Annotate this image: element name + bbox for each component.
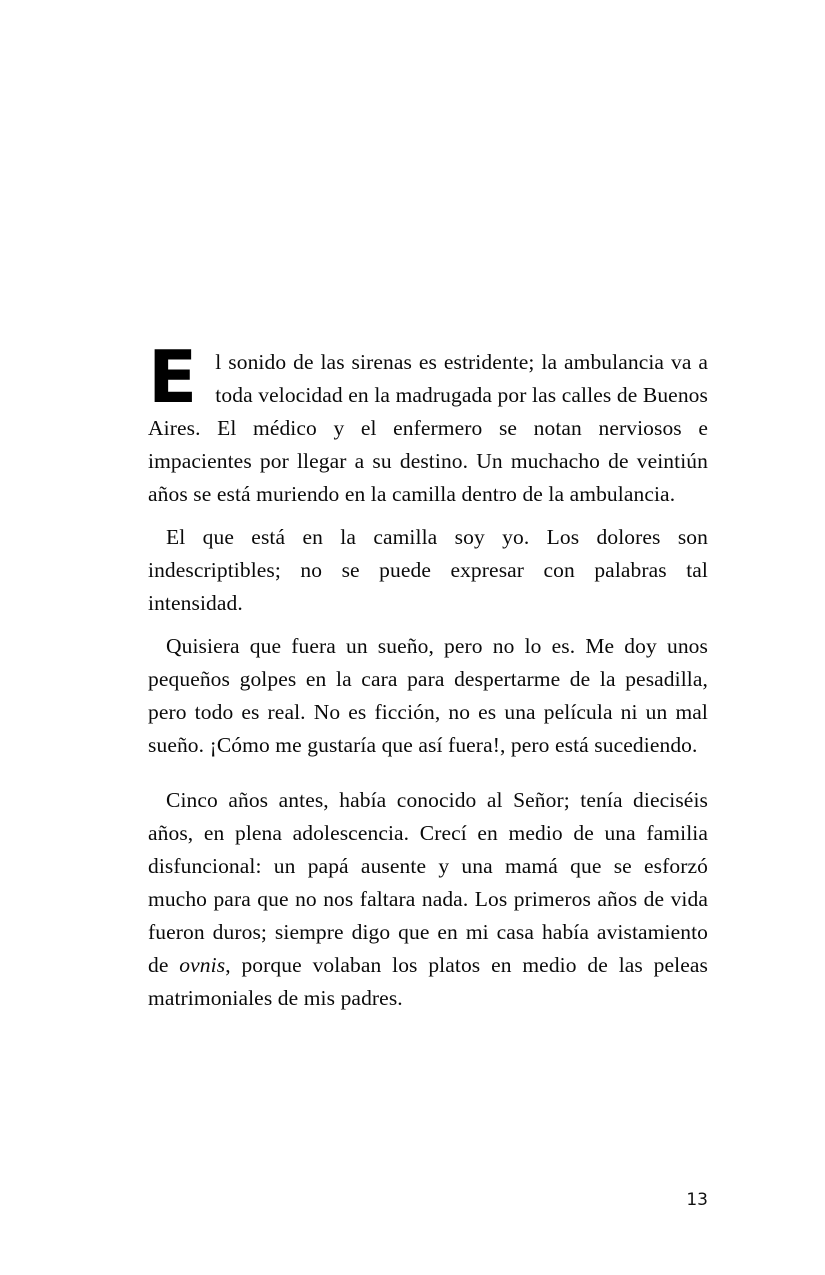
paragraph-4 bbox=[148, 784, 708, 1015]
paragraph-opening-text: l sonido de las sirenas es estridente; la ambulancia va a toda velocidad en la madrugada por las calles de Buenos Aires. El médico y el enfermero se notan nerviosos e impacientes por llegar a su destino. Un muchacho de veintiún años se está muriendo en la camilla dentro de la ambulancia. bbox=[148, 350, 708, 506]
body-text bbox=[148, 335, 708, 1025]
page-number: 13 bbox=[686, 1190, 708, 1210]
paragraph-4-text-a: Cinco años antes, había conocido al Señor; tenía dieciséis años, en plena adolescencia. Crecí en medio de una familia disfuncional: un papá ausente y una mamá que se esforzó mucho para que no nos faltara nada. Los primeros años de vida fueron duros; siempre digo que en mi casa había avistamiento de bbox=[148, 788, 708, 977]
italic-word-ovnis: ovnis bbox=[179, 953, 226, 977]
paragraph-4-text-b: , porque volaban los platos en medio de las peleas matrimoniales de mis padres. bbox=[148, 953, 708, 1010]
paragraph-3: Quisiera que fuera un sueño, pero no lo es. Me doy unos pequeños golpes en la cara para despertarme de la pesadilla, pero todo es real. No es ficción, no es una película ni un mal sueño. ¡Cómo me gustaría que así fuera!, pero está sucediendo. bbox=[148, 634, 708, 757]
paragraph-2: El que está en la camilla soy yo. Los dolores son indescriptibles; no se puede expresar con palabras tal intensidad. bbox=[148, 525, 708, 615]
drop-cap-letter: E bbox=[148, 335, 198, 419]
paragraph-opening bbox=[148, 335, 708, 511]
